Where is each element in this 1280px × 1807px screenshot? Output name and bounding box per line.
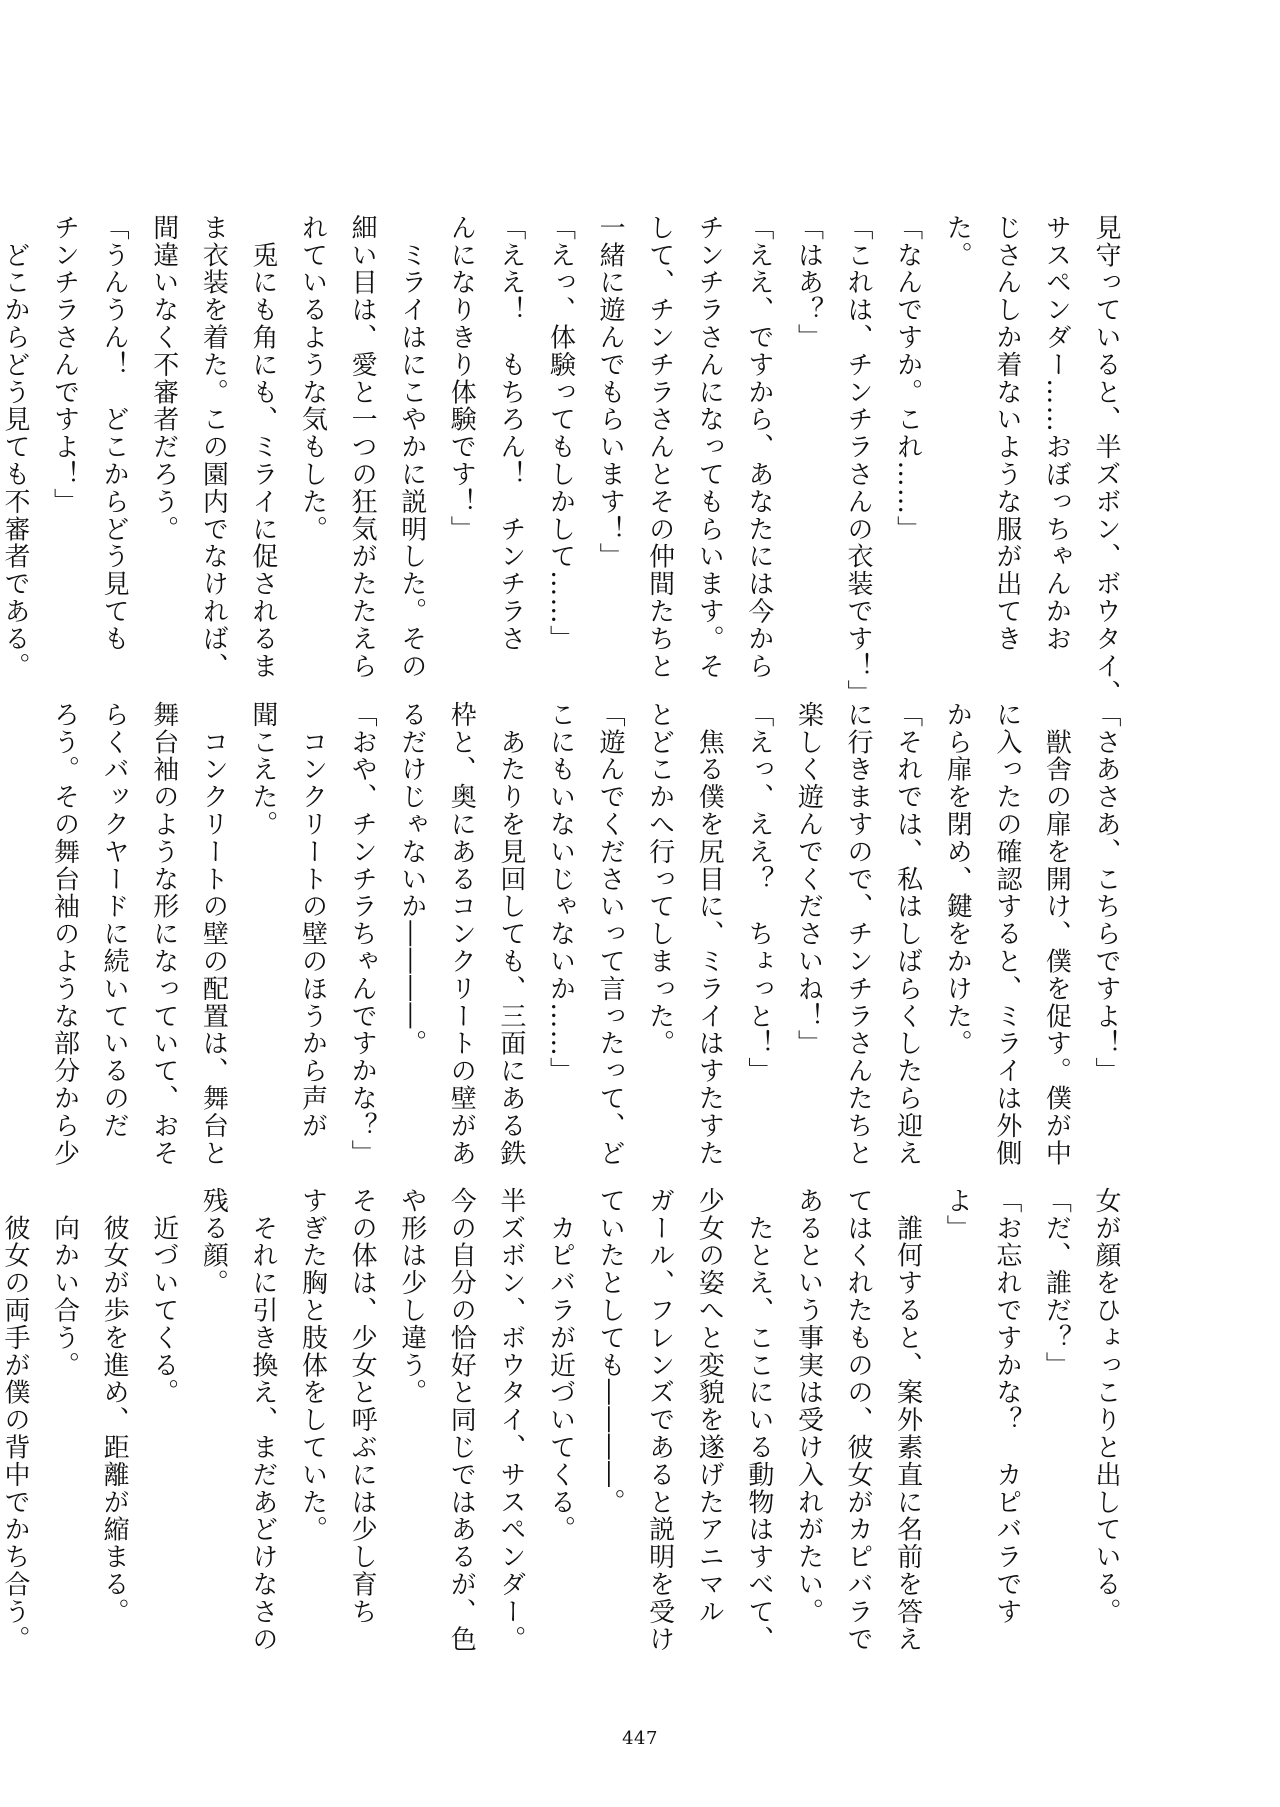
text-line: るだけじゃないか――――。 [396, 701, 427, 1058]
text-line: 「遊んでくださいって言ったって、ど [595, 701, 626, 1167]
text-line: よ」 [942, 1187, 973, 1242]
text-line: コンクリートの壁のほうから声が [297, 701, 328, 1140]
text-line: 残る顔。 [198, 1187, 229, 1297]
text-line: 舞台袖のような形になっていて、おそ [148, 701, 179, 1167]
text-line: 「うんうん！ どこからどう見ても [99, 214, 130, 653]
text-line: 見守っていると、半ズボン、ボウタイ、 [1091, 214, 1121, 708]
text-line: して、チンチラさんとその仲間たちと [644, 214, 675, 680]
text-line: チンチラさんになってもらいます。そ [694, 214, 725, 680]
text-line: 獣舎の扉を開け、僕を促す。僕が中 [1041, 701, 1072, 1167]
text-line: あたりを見回しても、三面にある鉄 [495, 701, 526, 1167]
text-line: 焦る僕を尻目に、ミライはすたすた [694, 701, 725, 1167]
text-line: 近づいてくる。 [148, 1187, 179, 1407]
text-line: に行きますので、チンチラさんたちと [843, 701, 874, 1167]
text-line: どこからどう見ても不審者である。 [0, 214, 30, 680]
text-line: 兎にも角にも、ミライに促されるま [247, 214, 278, 680]
text-line: 「はあ？」 [793, 214, 824, 351]
text-line: ミライはにこやかに説明した。その [396, 214, 427, 680]
text-line: その体は、少女と呼ぶには少し育ち [347, 1187, 378, 1626]
text-line: 彼女が歩を進め、距離が縮まる。 [99, 1187, 130, 1626]
text-line: すぎた胸と肢体をしていた。 [297, 1187, 328, 1544]
text-line: 「ええ、ですから、あなたには今から [743, 214, 774, 680]
text-block-bottom [0, 1187, 1130, 1653]
text-line: 楽しく遊んでくださいね！」 [793, 701, 824, 1058]
text-line: から扉を閉め、鍵をかけた。 [942, 701, 973, 1058]
text-line: 「お忘れですかな？ カピバラです [991, 1187, 1022, 1626]
text-line: 細い目は、愛と一つの狂気がたたえら [347, 214, 378, 680]
text-line: 向かい合う。 [49, 1187, 80, 1379]
text-block-middle [49, 701, 1130, 1167]
text-line: とどこかへ行ってしまった。 [644, 701, 675, 1058]
text-line: 「それでは、私はしばらくしたら迎え [892, 701, 923, 1167]
text-line: 今の自分の恰好と同じではあるが、色 [446, 1187, 477, 1653]
text-line: ろう。その舞台袖のような部分から少 [49, 701, 80, 1167]
text-line: 枠と、奥にあるコンクリートの壁があ [446, 701, 477, 1167]
text-line: 「おや、チンチラちゃんですかな？」 [347, 701, 378, 1167]
text-line: カピバラが近づいてくる。 [545, 1187, 576, 1544]
text-line: 女が顔をひょっこりと出している。 [1091, 1187, 1121, 1626]
text-line: 半ズボン、ボウタイ、サスペンダー。 [495, 1187, 526, 1653]
text-line: ていたとしても――――。 [595, 1187, 626, 1516]
text-line: や形は少し違う。 [396, 1187, 427, 1407]
text-line: た。 [942, 214, 973, 269]
text-line: 誰何すると、案外素直に名前を答え [892, 1187, 923, 1653]
text-line: こにもいないじゃないか……」 [545, 701, 576, 1085]
text-line: 「さあさあ、こちらですよ！」 [1091, 701, 1121, 1085]
text-line: らくバックヤードに続いているのだ [99, 701, 130, 1140]
text-line: じさんしか着ないような服が出てき [991, 214, 1022, 653]
text-line: 「えっ、ええ？ ちょっと！」 [743, 701, 774, 1085]
text-line: 「ええ！ もちろん！ チンチラさ [495, 214, 526, 653]
text-line: んになりきり体験です！」 [446, 214, 477, 543]
text-line: 彼女の両手が僕の背中でかち合う。 [0, 1187, 30, 1653]
text-line: あるという事実は受け入れがたい。 [793, 1187, 824, 1626]
text-line: 「だ、誰だ？」 [1041, 1187, 1072, 1379]
page-number: 447 [622, 1728, 658, 1749]
text-line: ま衣装を着た。この園内でなければ、 [198, 214, 229, 680]
text-line: てはくれたものの、彼女がカピバラで [843, 1187, 874, 1653]
text-line: チンチラさんですよ！」 [49, 214, 80, 516]
text-block-top [0, 214, 1130, 708]
text-line: 一緒に遊んでもらいます！」 [595, 214, 626, 571]
text-line: たとえ、ここにいる動物はすべて、 [743, 1187, 774, 1653]
text-line: 「なんですか。これ……」 [892, 214, 923, 543]
text-line: れているような気もした。 [297, 214, 328, 543]
text-line: 「えっ、体験ってもしかして……」 [545, 214, 576, 653]
text-line: サスペンダー……おぼっちゃんかお [1041, 214, 1072, 653]
text-line: それに引き換え、まだあどけなさの [247, 1187, 278, 1653]
text-line: に入ったの確認すると、ミライは外側 [991, 701, 1022, 1167]
text-line: 少女の姿へと変貌を遂げたアニマル [694, 1187, 725, 1626]
text-line: コンクリートの壁の配置は、舞台と [198, 701, 229, 1167]
text-line: 「これは、チンチラさんの衣装です！」 [843, 214, 874, 708]
text-line: ガール、フレンズであると説明を受け [644, 1187, 675, 1653]
text-line: 間違いなく不審者だろう。 [148, 214, 179, 543]
text-line: 聞こえた。 [247, 701, 278, 838]
